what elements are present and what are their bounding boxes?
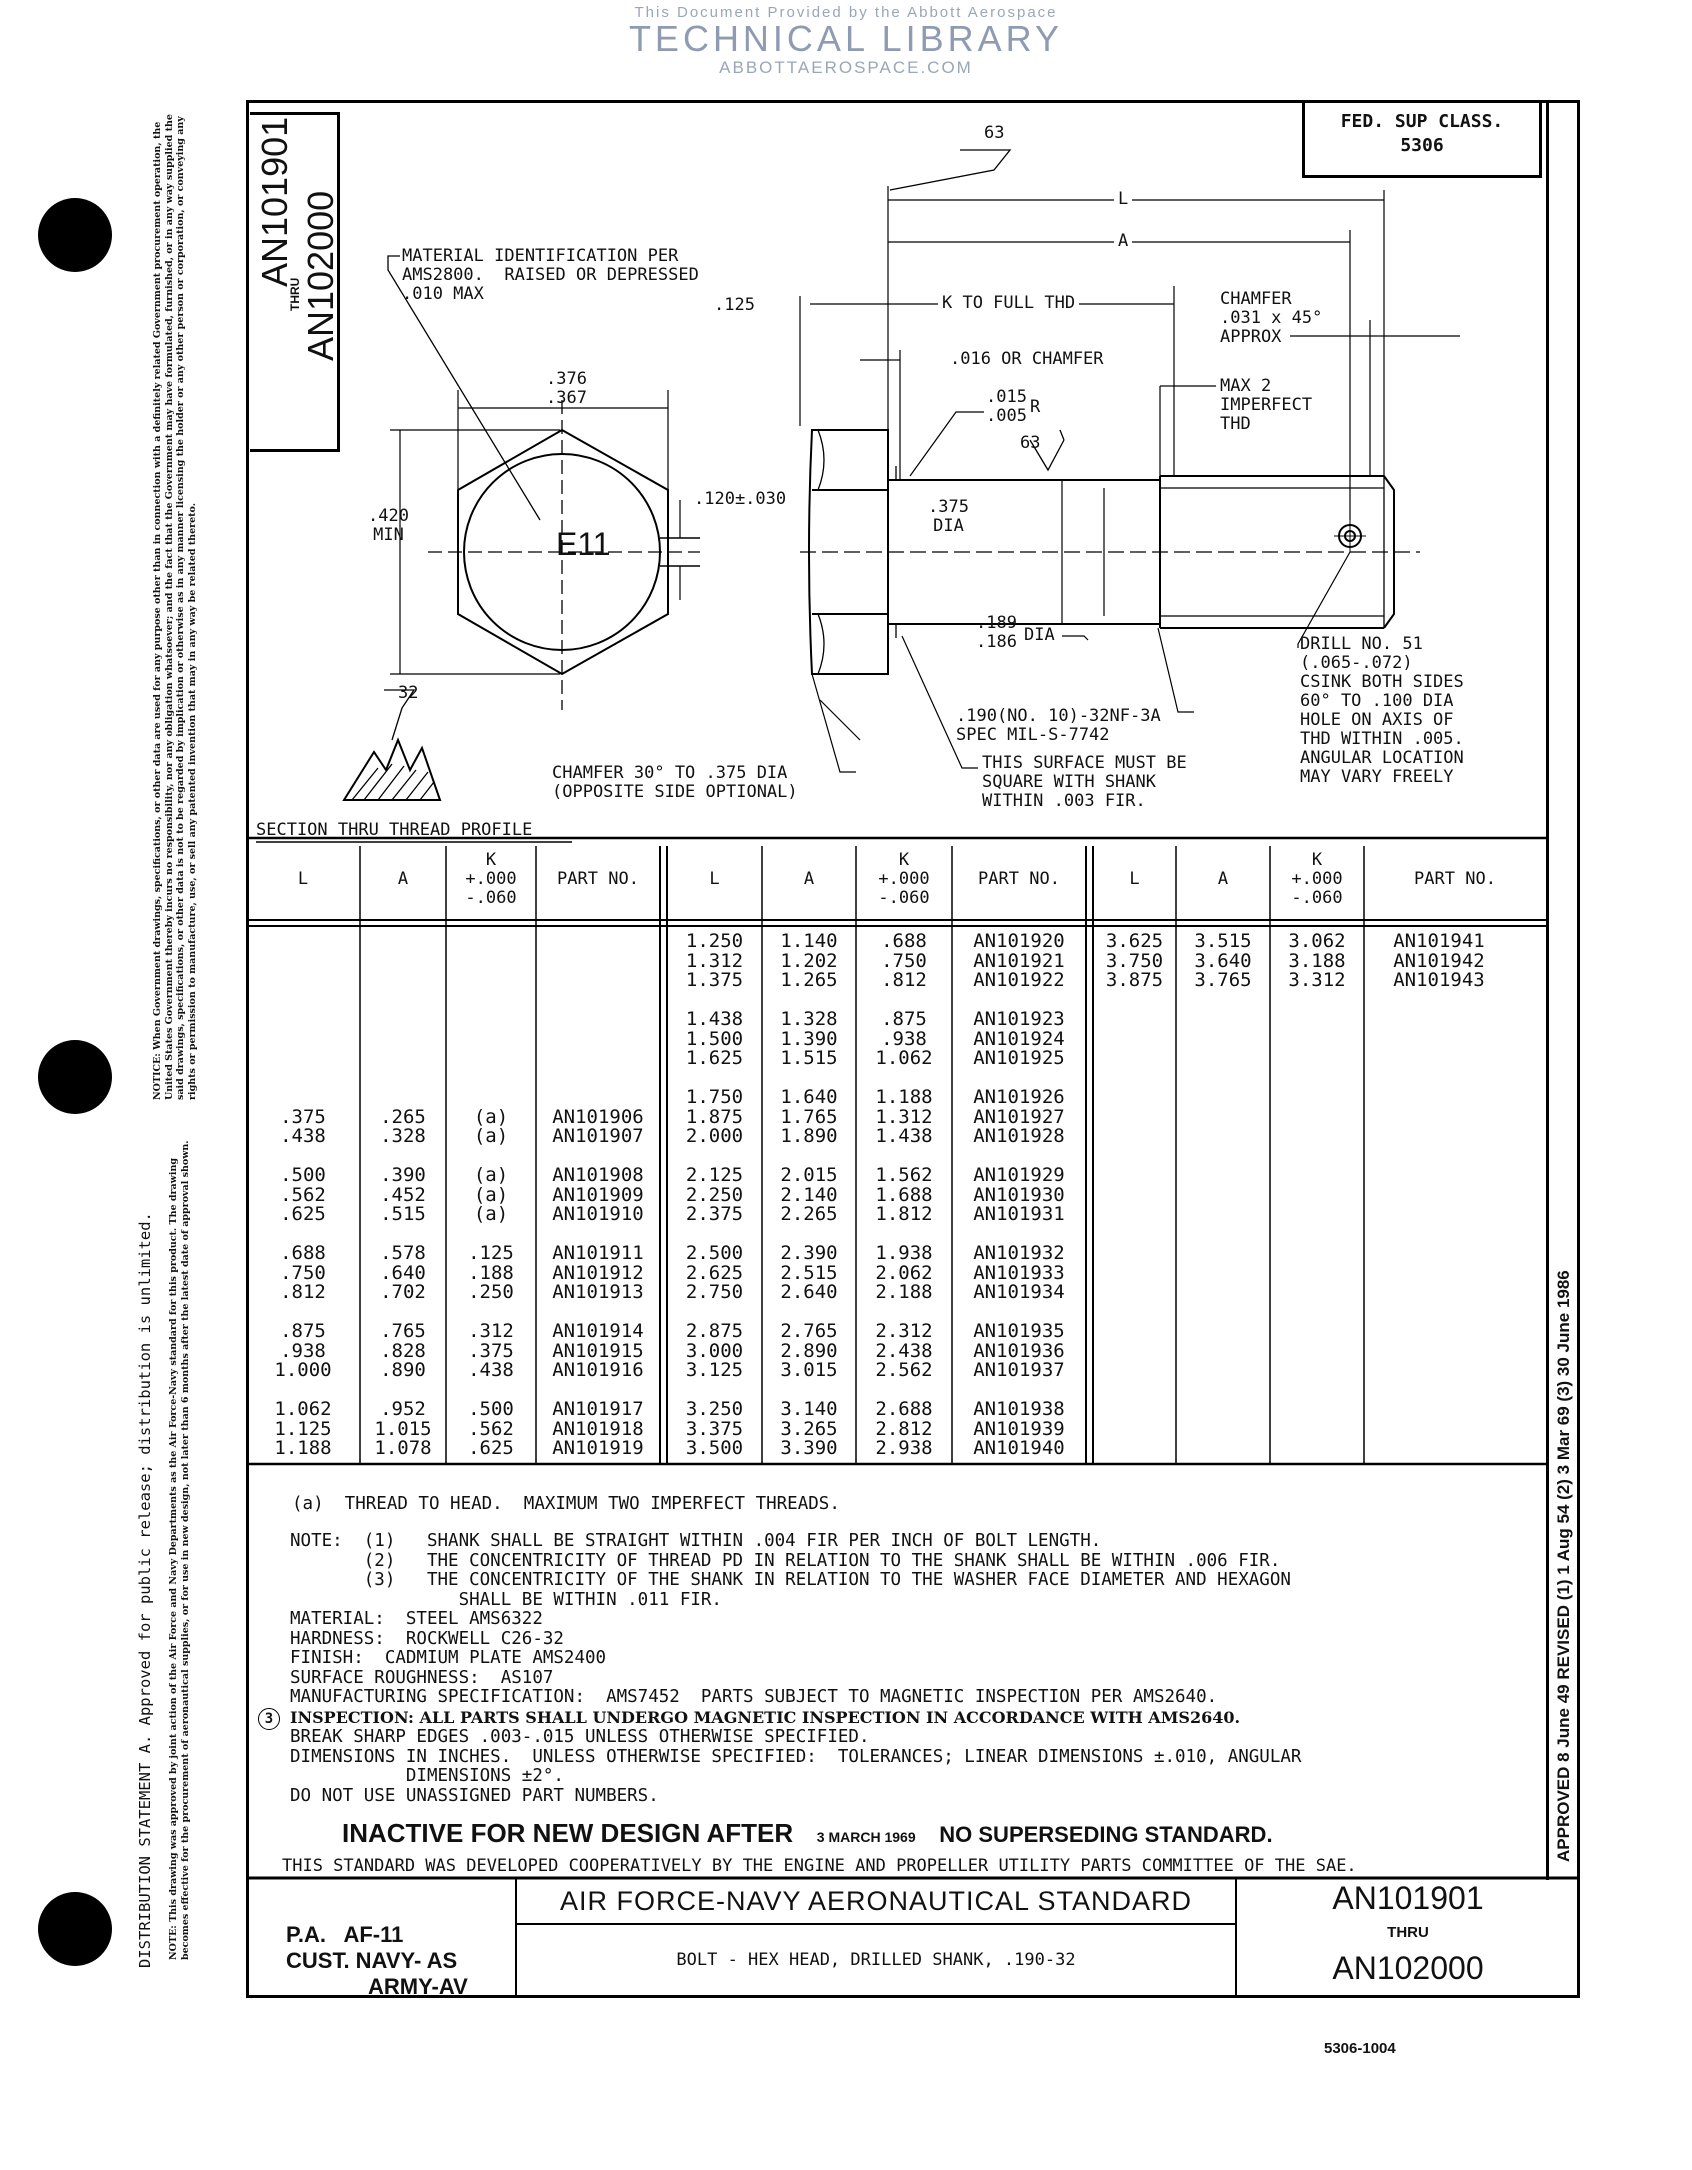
shank-dia-375: .375 DIA [928,497,969,536]
col-part-1: AN101906 AN101907 AN101908 AN101909 AN101910 AN101911 AN101912 AN101913 AN101914 AN101915 AN101916 AN101917 AN101918 AN101919 [552,1105,644,1459]
material-id-note: MATERIAL IDENTIFICATION PER AMS2800. RAISED OR DEPRESSED .010 MAX [402,246,699,304]
thread-spec: .190(NO. 10)-32NF-3A SPEC MIL-S-7742 [956,706,1161,745]
no-superseding: NO SUPERSEDING STANDARD. [939,1822,1273,1847]
max-imperfect-thread: MAX 2 IMPERFECT THD [1220,376,1313,434]
part-description: BOLT - HEX HEAD, DRILLED SHANK, .190-32 [676,1950,1076,1970]
distribution-statement: DISTRIBUTION STATEMENT A. Approved for public release; distribution is unlimited. [136,1212,154,1968]
col-k-3: 3.062 3.188 3.312 [1288,930,1346,991]
chamfer-tip: CHAMFER .031 x 45° APPROX [1220,289,1323,347]
hole-dim: .120±.030 [694,489,787,509]
watermark-provider: This Document Provided by the Abbott Aerospace [634,4,1058,21]
col-l-2: 1.250 1.312 1.375 1.438 1.500 1.625 1.750 1.875 2.000 2.125 2.250 2.375 2.500 2.625 2.750 2.875 3.000 3.125 3.250 3.375 3.500 [685,930,744,1459]
shank-dia-189: .189 .186 [976,613,1017,652]
head-width-dim: .376 .367 [546,369,587,408]
col-k-2: .688 .750 .812 .875 .938 1.062 1.188 1.312 1.438 1.562 1.688 1.812 1.938 2.062 2.188 2.312 2.438 2.562 2.688 2.812 2.938 [875,930,933,1459]
finish-32: 32 [398,683,419,703]
dim-a: A [1114,232,1132,251]
chamfer-016: .016 OR CHAMFER [950,349,1104,369]
col-part-2: AN101920 AN101921 AN101922 AN101923 AN101924 AN101925 AN101926 AN101927 AN101928 AN101929 AN101930 AN101931 AN101932 AN101933 AN101934 AN101935 AN101936 AN101937 AN101938 AN101939 AN101940 [973,930,1065,1459]
finish-63-mid: 63 [1020,433,1041,453]
header-k-1: K +.000 -.060 [465,850,517,908]
army-custodian: ARMY-AV [368,1974,468,1999]
header-part-1: PART NO. [557,869,639,889]
col-k-1: (a) (a) (a) (a) (a) .125 .188 .250 .312 .375 .438 .500 .562 .625 [468,1105,514,1459]
header-a-1: A [397,869,409,889]
sae-note: THIS STANDARD WAS DEVELOPED COOPERATIVELY BY THE ENGINE AND PROPELLER UTILITY PARTS COMMITTEE OF THE SAE. [282,1856,1357,1876]
finish-63-top: 63 [984,123,1005,143]
header-part-3: PART NO. [1414,869,1496,889]
approval-note: NOTE: This drawing was approved by joint action of the Air Force and Navy Departments as the Air Force-Navy standard for this product. The drawing becomes effective for the procurement of aeronautical supplies, or for use in new design, not later than 6 months after the latest date of approval shown. [168,1140,191,1960]
inactive-date: 3 MARCH 1969 [816,1829,916,1845]
section-thread-label: SECTION THRU THREAD PROFILE [256,820,533,840]
notice-text: NOTICE: When Government drawings, specifications, or other data are used for any purpose other than in connection with a definitely related Government procurement operation, the United States Government thereby incurs no responsibility, nor any obligation whatsoever; and the fact that the Government may have formulated, furnished, or in any way supplied the said drawings, specifications, or other data is not to be regarded by implication or otherwise as in any manner licensing the holder or any other person or corporation, or conveying any rights or permission to manufacture, use, or sell any patented invention that may in any way be related thereto. [152,114,198,1100]
badge-number-end: AN102000 [300,190,341,361]
badge-thru: THRU [288,277,302,311]
general-notes-2: BREAK SHARP EDGES .003-.015 UNLESS OTHERWISE SPECIFIED. DIMENSIONS IN INCHES. UNLESS OTHERWISE SPECIFIED: TOLERANCES; LINEAR DIMENSIONS ±.010, ANGULAR DIMENSIONS ±2°. DO NOT USE UNASSIGNED PART NUMBERS. [290,1727,1302,1806]
thread-to-head-note: (a) THREAD TO HEAD. MAXIMUM TWO IMPERFECT THREADS. [292,1494,840,1514]
chamfer-30-note: CHAMFER 30° TO .375 DIA (OPPOSITE SIDE OPTIONAL) [552,763,798,802]
drill-note: DRILL NO. 51 (.065-.072) CSINK BOTH SIDES 60° TO .100 DIA HOLE ON AXIS OF THD WITHIN .005. ANGULAR LOCATION MAY VARY FREELY [1300,634,1464,787]
title-number-start: AN101901 [1332,1880,1484,1916]
inspection-note: INSPECTION: ALL PARTS SHALL UNDERGO MAGNETIC INSPECTION IN ACCORDANCE WITH AMS2640. [290,1708,1241,1727]
header-part-2: PART NO. [978,869,1060,889]
header-k-3: K +.000 -.060 [1291,850,1343,908]
col-a-3: 3.515 3.640 3.765 [1194,930,1252,991]
watermark-library: TECHNICAL LIBRARY [628,18,1064,59]
dim-125: .125 [714,295,755,315]
head-min-dim: .420 MIN [368,506,409,545]
fed-sup-class-value: 5306 [1400,135,1444,156]
custodian: CUST. NAVY- AS [286,1948,458,1973]
radius-dim: .015 .005 [986,387,1027,426]
dim-l: L [1114,190,1132,209]
footer-code: 5306-1004 [1324,2040,1396,2057]
watermark-url: ABBOTTAEROSPACE.COM [719,58,973,77]
col-a-2: 1.140 1.202 1.265 1.328 1.390 1.515 1.640 1.765 1.890 2.015 2.140 2.265 2.390 2.515 2.640 2.765 2.890 3.015 3.140 3.265 3.390 [780,930,838,1459]
col-part-3: AN101941 AN101942 AN101943 [1393,930,1485,991]
header-k-2: K +.000 -.060 [878,850,930,908]
inactive-statement [342,1818,1273,1849]
title-number-end: AN102000 [1332,1950,1484,1986]
col-l-3: 3.625 3.750 3.875 [1105,930,1164,991]
revision-3-mark: 3 [258,1708,280,1730]
header-a-2: A [803,869,815,889]
k-full-thread: K TO FULL THD [938,294,1079,313]
approval-dates: APPROVED 8 June 49 REVISED (1) 1 Aug 54 (2) 3 Mar 69 (3) 30 June 1986 [1554,1270,1573,1862]
badge-number-start: AN101901 [254,116,295,287]
header-l-2: L [709,869,720,889]
col-a-1: .265 .328 .390 .452 .515 .578 .640 .702 .765 .828 .890 .952 1.015 1.078 [374,1105,432,1459]
head-mark: E11 [556,526,611,562]
header-l-3: L [1129,869,1140,889]
standard-org-title: AIR FORCE-NAVY AERONAUTICAL STANDARD [559,1886,1193,1916]
square-note: THIS SURFACE MUST BE SQUARE WITH SHANK WITHIN .003 FIR. [982,753,1187,811]
general-notes: NOTE: (1) SHANK SHALL BE STRAIGHT WITHIN .004 FIR PER INCH OF BOLT LENGTH. (2) THE CONCENTRICITY OF THREAD PD IN RELATION TO THE SHANK SHALL BE WITHIN .006 FIR. (3) THE CONCENTRICITY OF THE SHANK IN RELATION TO THE WASHER FACE DIAMETER AND HEXAGON SHALL BE WITHIN .011 FIR. MATERIAL: STEEL AMS6322 HARDNESS: ROCKWELL C26-32 FINISH: CADMIUM PLATE AMS2400 SURFACE ROUGHNESS: AS107 MANUFACTURING SPECIFICATION: AMS7452 PARTS SUBJECT TO MAGNETIC INSPECTION PER AMS2640. [290,1531,1291,1707]
header-a-3: A [1217,869,1229,889]
pa-activity: P.A. AF-11 [286,1922,404,1947]
shank-dia-label: DIA [1024,625,1055,645]
col-l-1: .375 .438 .500 .562 .625 .688 .750 .812 .875 .938 1.000 1.062 1.125 1.188 [274,1105,332,1459]
radius-r: R [1030,397,1041,417]
inactive-text: INACTIVE FOR NEW DESIGN AFTER [342,1818,794,1848]
header-l-1: L [297,869,309,889]
fed-sup-class-label: FED. SUP CLASS. [1340,111,1504,132]
title-thru: THRU [1387,1924,1429,1941]
